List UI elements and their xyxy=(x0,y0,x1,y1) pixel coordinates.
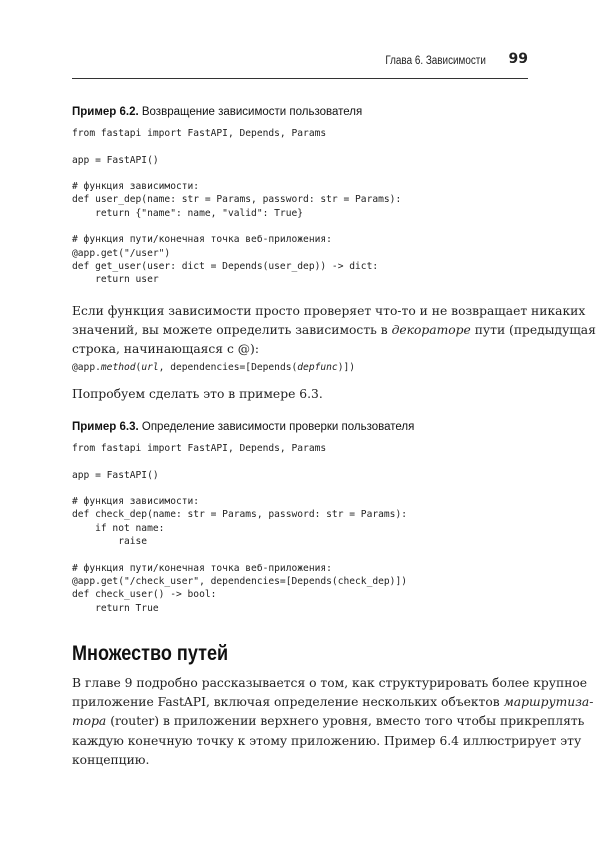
paragraph-line: В главе 9 подробно рассказывается о том, как структурировать более крупное xyxy=(72,676,588,690)
chapter-title: Глава 6. Зависимости xyxy=(385,55,486,67)
example-6-2-code: from fastapi import FastAPI, Depends, Params app = FastAPI() # функция зависимости: def user_dep(name: str = Params, password: str = Params): return {"name": name, "valid": True} # функция пути/конечная точка веб-приложения: @app.get("/user") def get_user(user: dict = Depends(user_dep)) -> dict: return user xyxy=(72,128,402,286)
example-6-2-label: Пример 6.2. xyxy=(72,106,139,118)
example-6-3-label: Пример 6.3. xyxy=(72,421,139,433)
example-6-3-title: Определение зависимости проверки пользователя xyxy=(141,421,415,433)
example-6-3-caption xyxy=(72,421,414,433)
paragraph-multiple-paths xyxy=(72,674,594,770)
emphasis-decorator: декораторе xyxy=(391,323,471,338)
page-number: 99 xyxy=(508,51,528,67)
paragraph-line: значений, вы можете определить зависимость в декораторе пути (предыдущая xyxy=(72,323,596,338)
paragraph-line: Попробуем сделать это в примере 6.3. xyxy=(72,387,323,401)
example-6-2-caption xyxy=(72,106,362,118)
paragraph-line: концепцию. xyxy=(72,752,150,767)
paragraph-line: тора (router) в приложении верхнего уровня, вместо того чтобы прикреплять xyxy=(72,714,585,729)
paragraph-line: каждую конечную точку к этому приложению. Пример 6.4 иллюстрирует эту xyxy=(72,733,582,748)
decorator-syntax-code: @app.method(url, dependencies=[Depends(depfunc)]) xyxy=(72,362,356,373)
example-6-3-code: from fastapi import FastAPI, Depends, Params app = FastAPI() # функция зависимости: def check_dep(name: str = Params, password: str = Params): if not name: raise # функция пути/конечная точка веб-приложения: @app.get("/check_user", dependencies=[Depends(check_dep)]) def check_user() -> bool: return True xyxy=(72,443,408,614)
section-heading: Множество путей xyxy=(72,642,229,665)
paragraph-line: строка, начинающаяся с @): xyxy=(72,342,259,357)
paragraph-try-example xyxy=(72,385,528,404)
paragraph-line: Если функция зависимости просто проверяет что-то и не возвращает никаких xyxy=(72,304,586,318)
example-6-2-title: Возвращение зависимости пользователя xyxy=(141,106,363,118)
running-header xyxy=(72,50,528,79)
paragraph-line: приложение FastAPI, включая определение нескольких объектов маршрутиза- xyxy=(72,695,594,710)
emphasis-router-cont: тора xyxy=(72,714,107,729)
paragraph-dependency-check xyxy=(72,302,596,360)
emphasis-router: маршрутиза- xyxy=(503,695,594,710)
